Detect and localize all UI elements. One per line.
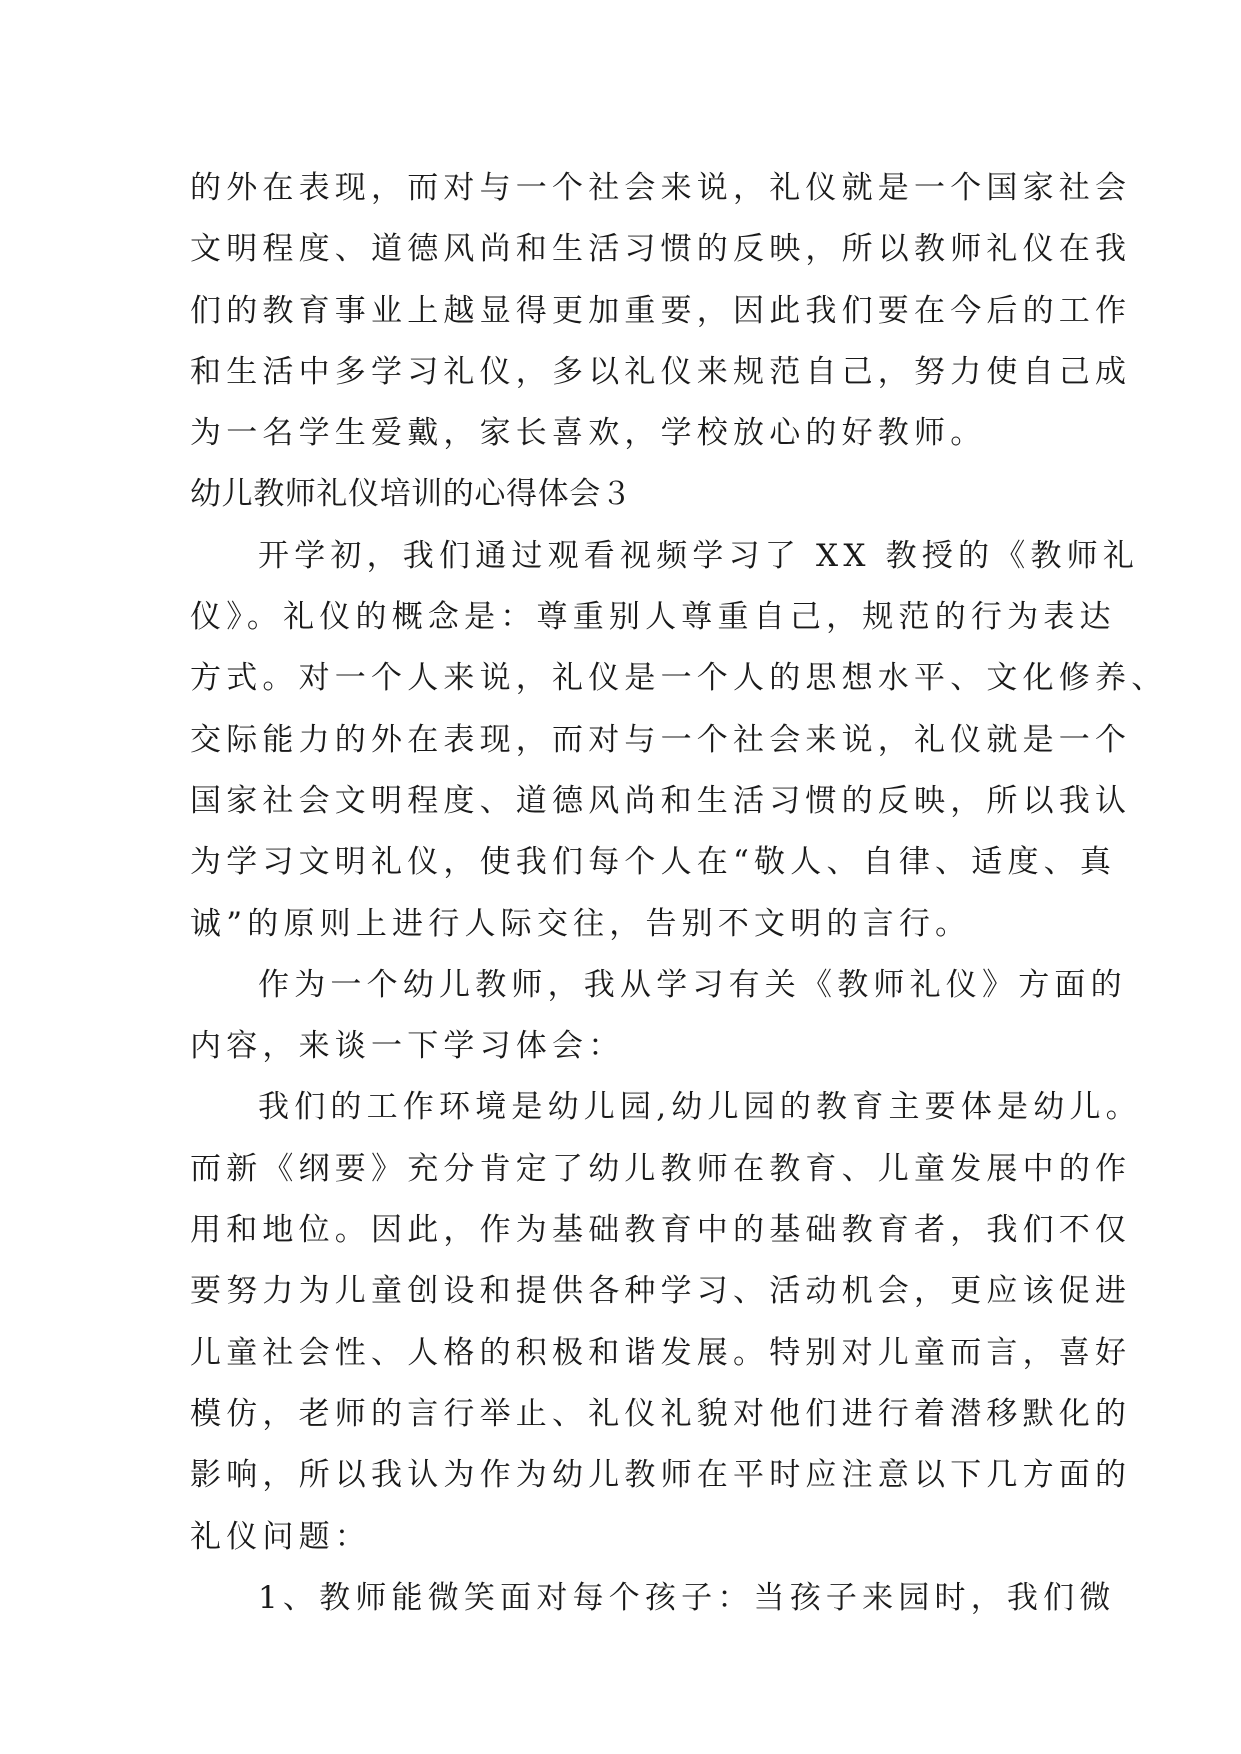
text-line: 而新《纲要》充分肯定了幼儿教师在教育、儿童发展中的作 [190,1150,1132,1187]
text-line: 用和地位。因此，作为基础教育中的基础教育者，我们不仅 [190,1212,1132,1249]
text-line: 内容，来谈一下学习体会： [190,1028,625,1065]
text-line: 模仿，老师的言行举止、礼仪礼貌对他们进行着潜移默化的 [190,1395,1132,1432]
section-heading: 幼儿教师礼仪培训的心得体会３ [190,476,633,513]
text-line: 文明程度、道德风尚和生活习惯的反映，所以教师礼仪在我 [190,231,1132,268]
text-line: 交际能力的外在表现，而对与一个社会来说，礼仪就是一个 [190,721,1132,758]
text-line: 仪》。礼仪的概念是：尊重别人尊重自己，规范的行为表达 [190,599,1116,636]
text-line: 为一名学生爱戴，家长喜欢，学校放心的好教师。 [190,415,987,452]
text-line: 国家社会文明程度、道德风尚和生活习惯的反映，所以我认 [190,782,1132,819]
text-line: 影响，所以我认为作为幼儿教师在平时应注意以下几方面的 [190,1457,1132,1494]
text-line: 儿童社会性、人格的积极和谐发展。特别对儿童而言，喜好 [190,1334,1132,1371]
text-line: 诚”的原则上进行人际交往，告别不文明的言行。 [190,905,972,942]
text-line: 要努力为儿童创设和提供各种学习、活动机会，更应该促进 [190,1273,1132,1310]
text-line: 为学习文明礼仪，使我们每个人在“敬人、自律、适度、真 [190,844,1117,881]
text-line: 们的教育事业上越显得更加重要，因此我们要在今后的工作 [190,292,1132,329]
text-line: 礼仪问题： [190,1518,371,1555]
text-line: 和生活中多学习礼仪，多以礼仪来规范自己，努力使自己成 [190,353,1132,390]
text-line: 我们的工作环境是幼儿园,幼儿园的教育主要体是幼儿。 [258,1089,1142,1126]
text-line: 方式。对一个人来说，礼仪是一个人的思想水平、文化修养、 [190,660,1168,697]
text-line: 开学初，我们通过观看视频学习了 XX 教授的《教师礼 [258,537,1140,574]
text-line: 的外在表现，而对与一个社会来说，礼仪就是一个国家社会 [190,170,1132,206]
text-line: 1、教师能微笑面对每个孩子：当孩子来园时，我们微 [258,1579,1116,1616]
text-line: 作为一个幼儿教师，我从学习有关《教师礼仪》方面的 [258,966,1127,1003]
document-body [190,158,1168,1629]
